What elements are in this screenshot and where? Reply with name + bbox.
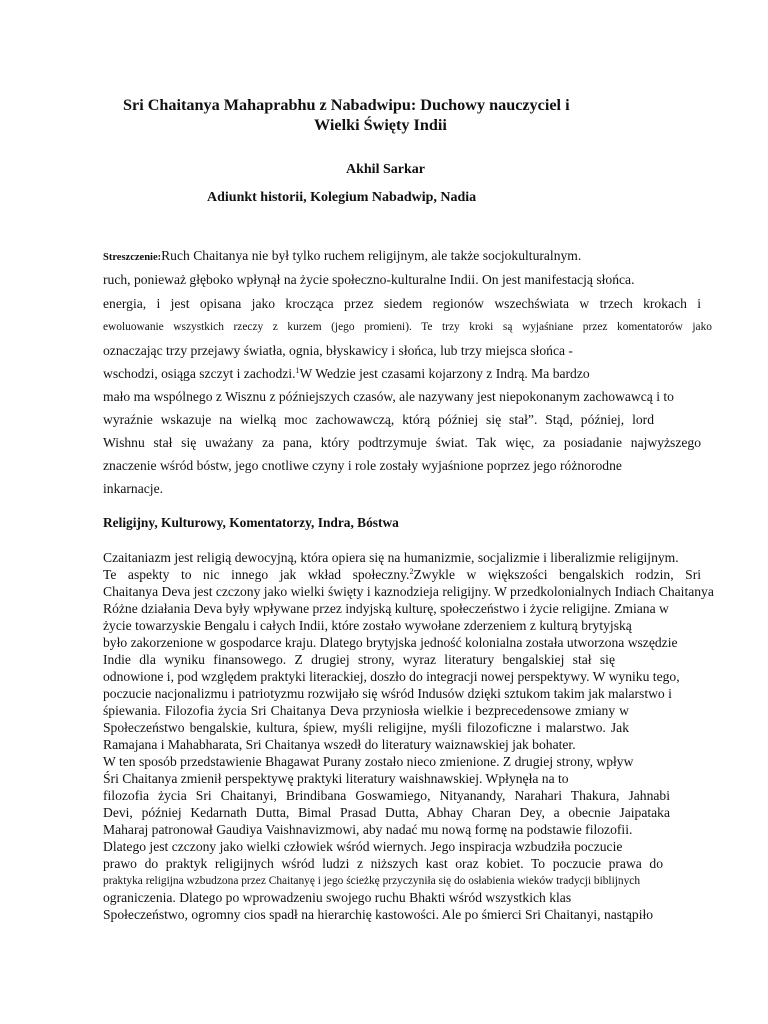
body-line: ograniczenia. Dlatego po wprowadzeniu swojego ruchu Bhakti wśród wszystkich klas	[103, 890, 572, 905]
body-line: odnowione i, pod względem praktyki literackiej, doszło do integracji nowej perspektywy. W wyniku tego,	[103, 669, 680, 684]
body-line: Dlatego jest czczony jako wielki człowiek wśród wiernych. Jego inspiracja wzbudziła poczucie	[103, 839, 623, 854]
abstract-line: wyraźnie wskazuje na wielką moc zachowawczą, którą później się stał”. Stąd, później, lord	[103, 412, 654, 427]
footnote-marker: 1	[295, 366, 300, 375]
abstract-text: W Wedzie jest czasami kojarzony z Indrą. Ma bardzo	[299, 366, 590, 381]
abstract-line	[103, 248, 581, 266]
body-line: Maharaj patronował Gaudiya Vaishnavizmowi, aby nadać mu nową formę na podstawie filozofii.	[103, 822, 633, 837]
footnote-marker: 2	[409, 567, 414, 576]
body-line: praktyka religijna wzbudzona przez Chaitanyę i jego ścieżkę przyczyniła się do osłabienia wieków tradycji biblijnych	[103, 875, 641, 887]
author-name: Akhil Sarkar	[346, 162, 425, 177]
body-line: prawo do praktyk religijnych wśród ludzi z niższych kast oraz kobiet. To poczucie prawa do	[103, 856, 663, 871]
body-line: Społeczeństwo bengalskie, kultura, śpiew, myśli religijne, myśli filozoficzne i malarstwo. Jak	[103, 720, 629, 735]
abstract-text: Ruch Chaitanya nie był tylko ruchem religijnym, ale także socjokulturalnym.	[161, 248, 582, 263]
abstract-line: Wishnu stał się uważany za pana, który podtrzymuje świat. Tak więc, za posiadanie najwyższego	[103, 435, 701, 450]
abstract-label: Streszczenie:	[103, 252, 162, 263]
keywords: Religijny, Kulturowy, Komentatorzy, Indra, Bóstwa	[103, 515, 399, 530]
abstract-line: mało ma wspólnego z Wisznu z późniejszych czasów, ale nazywany jest niepokonanym zachowawcą i to	[103, 389, 674, 404]
body-line: Śri Chaitanya zmienił perspektywę praktyki literatury waishnawskiej. Wpłynęła na to	[103, 771, 569, 786]
body-line: było zakorzenione w gospodarce kraju. Dlatego brytyjska jedność kolonialna została utworzona wszędzie	[103, 635, 678, 650]
body-line: Ramajana i Mahabharata, Sri Chaitanya wszedł do literatury waiznawskiej jak bohater.	[103, 737, 576, 752]
abstract-line: inkarnacje.	[103, 481, 164, 496]
title-line-2: Wielki Święty Indii	[314, 116, 447, 134]
body-line: Różne działania Deva były wpływane przez indyjską kulturę, społeczeństwo i życie religijne. Zmiana w	[103, 601, 669, 616]
body-line	[103, 567, 701, 583]
body-line: filozofia życia Sri Chaitanyi, Brindibana Goswamiego, Nityanandy, Narahari Thakura, Jahnabi	[103, 788, 670, 803]
body-line: Chaitanya Deva jest czczony jako wielki święty i kaznodzieja religijny. W przedkolonialnych Indiach Chaitanya	[103, 584, 714, 599]
body-text: Zwykle w większości bengalskich rodzin, Sri	[413, 567, 701, 582]
body-line: Devi, później Kedarnath Dutta, Bimal Prasad Dutta, Abhay Charan Dey, a obecnie Jaipataka	[103, 805, 670, 820]
body-line: Czaitaniazm jest religią dewocyjną, która opiera się na humanizmie, socjalizmie i liberalizmie religijnym.	[103, 550, 679, 565]
abstract-line: znaczenie wśród bóstw, jego cnotliwe czyny i role zostały wyjaśnione poprzez jego różnorodne	[103, 458, 622, 473]
body-line: Indie dla wyniku finansowego. Z drugiej strony, wyraz literatury bengalskiej stał się	[103, 652, 615, 667]
body-line: poczucie nacjonalizmu i patriotyzmu rozwijało się wśród Indusów dzięki sztukom takim jak malarstwo i	[103, 686, 672, 701]
abstract-line: oznaczając trzy przejawy światła, ognia, błyskawicy i słońca, lub trzy miejsca słońca -	[103, 343, 573, 358]
abstract-line: ewoluowanie wszystkich rzeczy z kurzem (jego promieni). Te trzy kroki są wyjaśniane przez komentatorów jako	[103, 321, 712, 333]
body-line: śpiewania. Filozofia życia Sri Chaitanya Deva przyniosła wielkie i bezprecedensowe zmiany w	[103, 703, 629, 718]
abstract-line: ruch, ponieważ głęboko wpłynął na życie społeczno-kulturalne Indii. On jest manifestacją słońca.	[103, 272, 635, 287]
author-affiliation: Adiunkt historii, Kolegium Nabadwip, Nadia	[207, 190, 477, 205]
body-line: W ten sposób przedstawienie Bhagawat Purany zostało nieco zmienione. Z drugiej strony, wpływ	[103, 754, 634, 769]
abstract-text: wschodzi, osiąga szczyt i zachodzi.	[103, 366, 296, 381]
body-line: Społeczeństwo, ogromny cios spadł na hierarchię kastowości. Ale po śmierci Sri Chaitanyi, nastąpiło	[103, 907, 654, 922]
abstract-line	[103, 366, 590, 382]
body-text: Te aspekty to nic innego jak wkład społeczny.	[103, 567, 410, 582]
body-line: życie towarzyskie Bengalu i całych Indii, które zostało wywołane zderzeniem z kulturą brytyjską	[103, 618, 632, 633]
title-line-1: Sri Chaitanya Mahaprabhu z Nabadwipu: Duchowy nauczyciel i	[123, 96, 570, 114]
abstract-line: energia, i jest opisana jako krocząca przez siedem regionów wszechświata w trzech krokach i	[103, 296, 701, 311]
